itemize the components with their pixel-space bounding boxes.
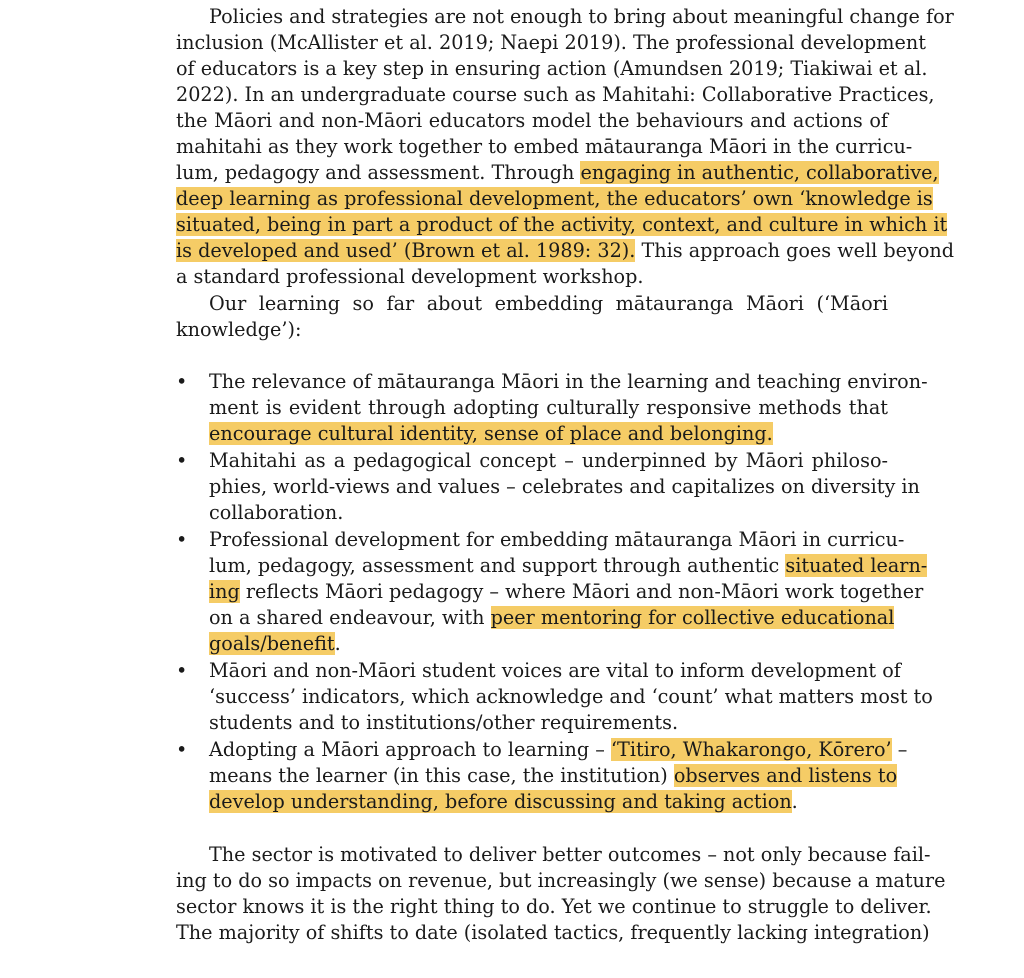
text: knowledge’): <box>176 318 302 341</box>
paragraph-line <box>176 186 933 212</box>
paragraph-line <box>176 238 955 264</box>
highlighted-text: ing <box>209 580 240 603</box>
text: the Māori and non-Māori educators model the behaviours and actions of <box>176 109 888 132</box>
text: ment is evident through adopting culturally responsive methods that <box>209 396 888 419</box>
text: ing to do so impacts on revenue, but increasingly (we sense) because a mature <box>176 869 946 892</box>
text: ‘success’ indicators, which acknowledge and ‘count’ what matters most to <box>209 685 933 708</box>
highlighted-text: goals/benefit <box>209 632 335 655</box>
text: The majority of shifts to date (isolated tactics, frequently lacking integration) <box>176 921 930 944</box>
paragraph-line <box>209 291 888 317</box>
paragraph-line <box>176 30 926 56</box>
list-line <box>209 474 920 500</box>
list-line <box>209 553 928 579</box>
bullet-marker: • <box>176 370 188 393</box>
list-line <box>209 369 928 395</box>
paragraph-line <box>176 264 643 290</box>
paragraph-line <box>176 868 946 894</box>
paragraph-line <box>209 842 931 868</box>
text: The sector is motivated to deliver better outcomes – not only because fail- <box>209 843 931 866</box>
paragraph-line <box>176 134 913 160</box>
text: mahitahi as they work together to embed mātauranga Māori in the curricu- <box>176 135 913 158</box>
highlighted-text: situated learn- <box>785 554 928 577</box>
bullet-marker: • <box>176 659 188 682</box>
text: Mahitahi as a pedagogical concept – underpinned by Māori philoso- <box>209 449 888 472</box>
text: . <box>334 632 341 655</box>
paragraph-line <box>176 894 932 920</box>
text: collaboration. <box>209 501 344 524</box>
list-line <box>209 763 898 789</box>
list-line <box>209 500 343 526</box>
text: lum, pedagogy, assessment and support through authentic <box>209 554 786 577</box>
highlighted-text: ‘Titiro, Whakarongo, Kōrero’ <box>610 738 892 761</box>
list-line <box>209 579 924 605</box>
list-line <box>209 448 888 474</box>
text: sector knows it is the right thing to do. Yet we continue to struggle to deliver. <box>176 895 932 918</box>
highlighted-text: observes and listens to <box>673 764 898 787</box>
list-line <box>209 737 908 763</box>
highlighted-text: is developed and used’ (Brown et al. 1989: 32). <box>176 239 636 262</box>
text: Policies and strategies are not enough to bring about meaningful change for <box>209 5 954 28</box>
list-line <box>209 789 798 815</box>
list-line <box>209 710 678 736</box>
list-line <box>209 395 888 421</box>
text: 2022). In an undergraduate course such as Mahitahi: Collaborative Practices, <box>176 83 935 106</box>
text: on a shared endeavour, with <box>209 606 491 629</box>
list-line <box>209 631 341 657</box>
paragraph-line <box>176 82 935 108</box>
text: Māori and non-Māori student voices are vital to inform development of <box>209 659 901 682</box>
text: a standard professional development workshop. <box>176 265 644 288</box>
list-line <box>209 605 895 631</box>
text: Professional development for embedding mātauranga Māori in curricu- <box>209 528 905 551</box>
paragraph-line <box>176 317 301 343</box>
paragraph-line <box>176 160 939 186</box>
bullet-marker: • <box>176 528 188 551</box>
highlighted-text: encourage cultural identity, sense of place and belonging. <box>209 422 773 445</box>
text: reflects Māori pedagogy – where Māori and non-Māori work together <box>239 580 924 603</box>
text: Adopting a Māori approach to learning – <box>209 738 611 761</box>
text: inclusion (McAllister et al. 2019; Naepi 2019). The professional development <box>176 31 926 54</box>
text: students and to institutions/other requirements. <box>209 711 679 734</box>
text: – <box>891 738 908 761</box>
text: phies, world-views and values – celebrates and capitalizes on diversity in <box>209 475 920 498</box>
highlighted-text: engaging in authentic, collaborative, <box>580 161 939 184</box>
paragraph-line <box>176 920 930 946</box>
list-line <box>209 658 901 684</box>
text: of educators is a key step in ensuring action (Amundsen 2019; Tiakiwai et al. <box>176 57 928 80</box>
highlighted-text: develop understanding, before discussing and taking action <box>209 790 792 813</box>
highlighted-text: deep learning as professional development, the educators’ own ‘knowledge is <box>176 187 933 210</box>
text: lum, pedagogy and assessment. Through <box>176 161 581 184</box>
bullet-marker: • <box>176 738 188 761</box>
text: The relevance of mātauranga Māori in the learning and teaching environ- <box>209 370 928 393</box>
paragraph-line <box>176 108 888 134</box>
text: This approach goes well beyond <box>635 239 955 262</box>
highlighted-text: situated, being in part a product of the activity, context, and culture in which it <box>176 213 948 236</box>
list-line <box>209 421 773 447</box>
paragraph-line <box>176 56 928 82</box>
bullet-marker: • <box>176 449 188 472</box>
list-line <box>209 684 933 710</box>
text: Our learning so far about embedding mātauranga Māori (‘Māori <box>209 292 888 315</box>
list-line <box>209 527 905 553</box>
highlighted-text: peer mentoring for collective educational <box>490 606 895 629</box>
paragraph-line <box>176 212 948 238</box>
text: . <box>791 790 798 813</box>
paragraph-line <box>209 4 954 30</box>
text: means the learner (in this case, the institution) <box>209 764 674 787</box>
